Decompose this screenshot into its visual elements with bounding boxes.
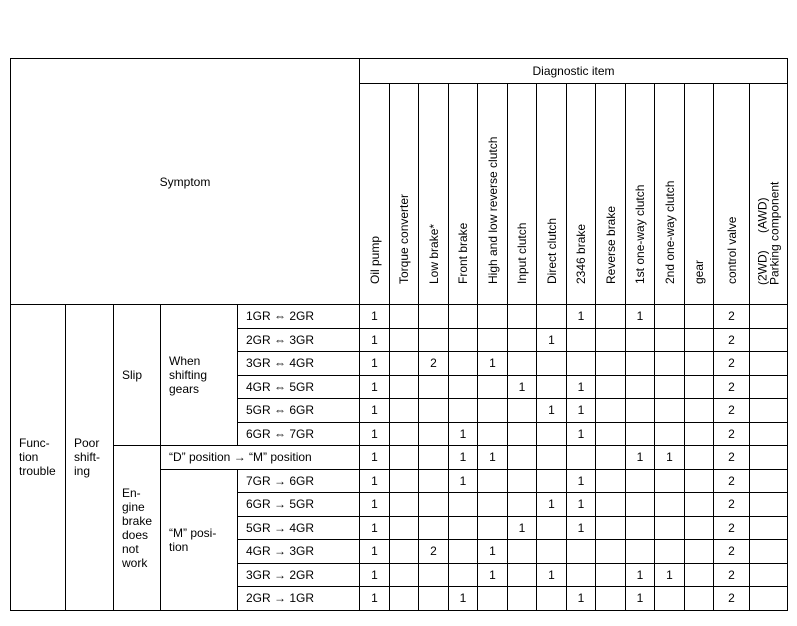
cell-value: 1 [360, 469, 390, 493]
cell-value [537, 422, 567, 446]
cell-value [508, 352, 537, 376]
cell-value: 1 [626, 446, 655, 470]
row-label: 5GR ⇔ 6GR [238, 399, 360, 423]
column-header [390, 84, 419, 305]
row-label: 3GR → 2GR [238, 563, 360, 587]
cell-value: 1 [478, 540, 508, 564]
cell-value [449, 493, 478, 517]
cell-value: 2 [714, 305, 750, 329]
cell-value [596, 352, 626, 376]
cell-value [750, 587, 788, 611]
cell-value: 1 [449, 446, 478, 470]
column-header-label: gear [692, 259, 706, 284]
row-label: “D” position → “M” position [161, 446, 360, 470]
cell-value [508, 493, 537, 517]
cell-value: 1 [360, 516, 390, 540]
cell-value: 2 [714, 399, 750, 423]
cell-value [508, 587, 537, 611]
column-header-label: Reverse brake [603, 205, 618, 284]
column-header-label: Oil pump [367, 235, 382, 284]
table-row [11, 446, 788, 470]
cell-value [596, 587, 626, 611]
cell-value: 1 [655, 563, 685, 587]
cell-value [655, 422, 685, 446]
cell-value [537, 375, 567, 399]
column-header-label: Input clutch [515, 222, 529, 284]
cell-value: 2 [714, 446, 750, 470]
cell-value [685, 563, 714, 587]
cell-value [750, 399, 788, 423]
cell-value [449, 305, 478, 329]
cell-value [419, 375, 449, 399]
cell-value [750, 305, 788, 329]
cell-value [449, 328, 478, 352]
cell-value [508, 328, 537, 352]
row-label: 5GR → 4GR [238, 516, 360, 540]
cell-value [596, 375, 626, 399]
column-header-label: Parking component [767, 181, 781, 285]
cell-value [390, 587, 419, 611]
cell-value [596, 328, 626, 352]
column-header [596, 84, 626, 305]
cell-value [537, 516, 567, 540]
cell-value: 2 [714, 328, 750, 352]
cell-value [685, 375, 714, 399]
cell-value [449, 516, 478, 540]
cell-value: 1 [567, 422, 596, 446]
cell-value [537, 352, 567, 376]
cell-value: 1 [567, 493, 596, 517]
cell-value: 1 [360, 422, 390, 446]
column-header [714, 84, 750, 305]
table-row [11, 305, 788, 329]
cell-value [750, 493, 788, 517]
row-label: 4GR ⇔ 5GR [238, 375, 360, 399]
cell-value [596, 493, 626, 517]
column-header-label: 2nd one-way clutch [662, 180, 677, 284]
column-header [567, 84, 596, 305]
row-label: 6GR → 5GR [238, 493, 360, 517]
cell-value [478, 305, 508, 329]
cell-value: 2 [714, 516, 750, 540]
column-header [449, 84, 478, 305]
cell-value [655, 540, 685, 564]
cell-value [596, 516, 626, 540]
cell-value [478, 587, 508, 611]
column-header [626, 84, 655, 305]
cell-value [750, 516, 788, 540]
cell-value [596, 399, 626, 423]
cell-value [419, 446, 449, 470]
cell-value [478, 328, 508, 352]
cell-value: 1 [567, 516, 596, 540]
cell-value: 2 [714, 422, 750, 446]
cell-value: 1 [478, 352, 508, 376]
cell-value: 1 [537, 563, 567, 587]
cell-value [508, 305, 537, 329]
cell-value: 1 [567, 305, 596, 329]
cell-value: 1 [567, 399, 596, 423]
cell-value [685, 469, 714, 493]
cell-value [626, 469, 655, 493]
cell-value [508, 540, 537, 564]
cell-value [655, 516, 685, 540]
cell-value [390, 493, 419, 517]
cell-value [508, 446, 537, 470]
cell-value [419, 422, 449, 446]
cell-value [626, 540, 655, 564]
cell-value [626, 399, 655, 423]
cell-value [596, 563, 626, 587]
cell-value: 2 [714, 352, 750, 376]
cell-value [478, 375, 508, 399]
cell-value [655, 375, 685, 399]
cell-value [419, 469, 449, 493]
cell-value: 1 [626, 587, 655, 611]
cell-value [750, 540, 788, 564]
cell-value: 2 [714, 469, 750, 493]
cell-value: 1 [360, 446, 390, 470]
cell-value: 1 [537, 328, 567, 352]
cell-value [567, 352, 596, 376]
cell-value [419, 563, 449, 587]
cell-value: 1 [537, 493, 567, 517]
cell-value [390, 305, 419, 329]
cell-value [449, 563, 478, 587]
column-header-label: control valve [724, 216, 739, 284]
column-header [750, 84, 788, 305]
cell-value: 2 [419, 352, 449, 376]
cell-value [685, 446, 714, 470]
cell-value [567, 328, 596, 352]
cell-value [537, 446, 567, 470]
cell-value: 1 [478, 563, 508, 587]
cell-value: 1 [360, 328, 390, 352]
cell-value: 1 [567, 587, 596, 611]
cell-value [685, 399, 714, 423]
cell-value [655, 328, 685, 352]
cell-value: 2 [419, 540, 449, 564]
column-header-label: 2346 brake [574, 223, 588, 284]
cell-value [449, 540, 478, 564]
cell-value [478, 469, 508, 493]
cell-value [390, 446, 419, 470]
group-engine-brake: En- gine brake does not work [114, 446, 161, 611]
row-label: 2GR ⇔ 3GR [238, 328, 360, 352]
cell-value [750, 469, 788, 493]
cell-value [390, 540, 419, 564]
group-slip: Slip [114, 305, 161, 446]
cell-value [419, 305, 449, 329]
group-poor-shifting: Poor shift- ing [66, 305, 114, 611]
cell-value [567, 446, 596, 470]
cell-value [508, 422, 537, 446]
cell-value [419, 399, 449, 423]
cell-value: 2 [714, 493, 750, 517]
cell-value: 1 [626, 563, 655, 587]
cell-value [390, 399, 419, 423]
cell-value [655, 352, 685, 376]
cell-value [626, 493, 655, 517]
cell-value: 2 [714, 587, 750, 611]
cell-value [419, 493, 449, 517]
cell-value [449, 352, 478, 376]
cell-value: 1 [567, 375, 596, 399]
cell-value [537, 587, 567, 611]
cell-value [567, 563, 596, 587]
cell-value [390, 375, 419, 399]
cell-value [508, 399, 537, 423]
row-label: 3GR ⇔ 4GR [238, 352, 360, 376]
cell-value [596, 446, 626, 470]
cell-value: 1 [449, 587, 478, 611]
row-label: 1GR ⇔ 2GR [238, 305, 360, 329]
column-header-label: Torque converter [397, 193, 411, 284]
cell-value [685, 540, 714, 564]
cell-value [750, 422, 788, 446]
cell-value [390, 516, 419, 540]
cell-value: 1 [360, 399, 390, 423]
cell-value: 2 [714, 563, 750, 587]
cell-value [567, 540, 596, 564]
column-header-label: 1st one-way clutch [633, 184, 647, 284]
cell-value [478, 422, 508, 446]
cell-value [626, 375, 655, 399]
cell-value [685, 352, 714, 376]
cell-value [626, 352, 655, 376]
cell-value [596, 422, 626, 446]
cell-value [390, 422, 419, 446]
column-header [685, 84, 714, 305]
cell-value: 1 [449, 422, 478, 446]
cell-value [685, 587, 714, 611]
column-header-label: High and low reverse clutch [485, 136, 500, 284]
column-header-label: Direct clutch [544, 217, 559, 284]
cell-value [449, 375, 478, 399]
cell-value: 1 [508, 375, 537, 399]
cell-value [449, 399, 478, 423]
column-header [360, 84, 390, 305]
column-header-label: Low brake* [426, 223, 441, 284]
cell-value: 2 [714, 375, 750, 399]
cell-value [390, 469, 419, 493]
col-2wd: (2WD) [755, 250, 769, 285]
cell-value [685, 422, 714, 446]
cell-value [419, 587, 449, 611]
cell-value [750, 352, 788, 376]
cell-value: 1 [360, 375, 390, 399]
cell-value [685, 305, 714, 329]
cell-value [655, 399, 685, 423]
column-header [537, 84, 567, 305]
cell-value [655, 305, 685, 329]
cell-value [750, 446, 788, 470]
cell-value [478, 516, 508, 540]
cell-value [537, 469, 567, 493]
cell-value [537, 305, 567, 329]
cell-value [596, 540, 626, 564]
cell-value [750, 563, 788, 587]
group-function-trouble: Func- tion trouble [11, 305, 66, 611]
cell-value [390, 328, 419, 352]
cell-value: 1 [360, 563, 390, 587]
group-m-position: “M” posi- tion [161, 469, 238, 610]
column-header [419, 84, 449, 305]
column-header [655, 84, 685, 305]
cell-value [655, 493, 685, 517]
cell-value: 1 [537, 399, 567, 423]
cell-value [596, 305, 626, 329]
cell-value [626, 422, 655, 446]
row-label: 6GR ⇔ 7GR [238, 422, 360, 446]
cell-value: 1 [626, 305, 655, 329]
cell-value: 1 [360, 352, 390, 376]
cell-value: 1 [508, 516, 537, 540]
column-header-label: Front brake [456, 222, 470, 284]
cell-value [508, 469, 537, 493]
cell-value [655, 469, 685, 493]
cell-value [626, 328, 655, 352]
col-awd: (AWD) [755, 197, 769, 237]
cell-value: 1 [478, 446, 508, 470]
cell-value: 1 [360, 540, 390, 564]
cell-value: 1 [360, 305, 390, 329]
row-label: 2GR → 1GR [238, 587, 360, 611]
symptom-header: Symptom [11, 59, 360, 305]
cell-value: 1 [449, 469, 478, 493]
cell-value [685, 516, 714, 540]
cell-value [419, 328, 449, 352]
cell-value [655, 587, 685, 611]
cell-value [750, 328, 788, 352]
cell-value [750, 375, 788, 399]
cell-value: 1 [655, 446, 685, 470]
column-header [508, 84, 537, 305]
row-label: 7GR → 6GR [238, 469, 360, 493]
cell-value [419, 516, 449, 540]
cell-value: 1 [360, 587, 390, 611]
cell-value [626, 516, 655, 540]
cell-value: 2 [714, 540, 750, 564]
cell-value [537, 540, 567, 564]
cell-value: 1 [360, 493, 390, 517]
column-header-sub [756, 197, 769, 285]
cell-value [478, 493, 508, 517]
column-header [478, 84, 508, 305]
row-label: 4GR → 3GR [238, 540, 360, 564]
cell-value [596, 469, 626, 493]
cell-value: 1 [567, 469, 596, 493]
cell-value [685, 493, 714, 517]
diagnostic-item-header: Diagnostic item [360, 59, 788, 84]
diagnostic-table [10, 58, 788, 611]
group-when-shifting-gears: When shifting gears [161, 305, 238, 446]
cell-value [390, 352, 419, 376]
cell-value [478, 399, 508, 423]
cell-value [685, 328, 714, 352]
cell-value [508, 563, 537, 587]
cell-value [390, 563, 419, 587]
